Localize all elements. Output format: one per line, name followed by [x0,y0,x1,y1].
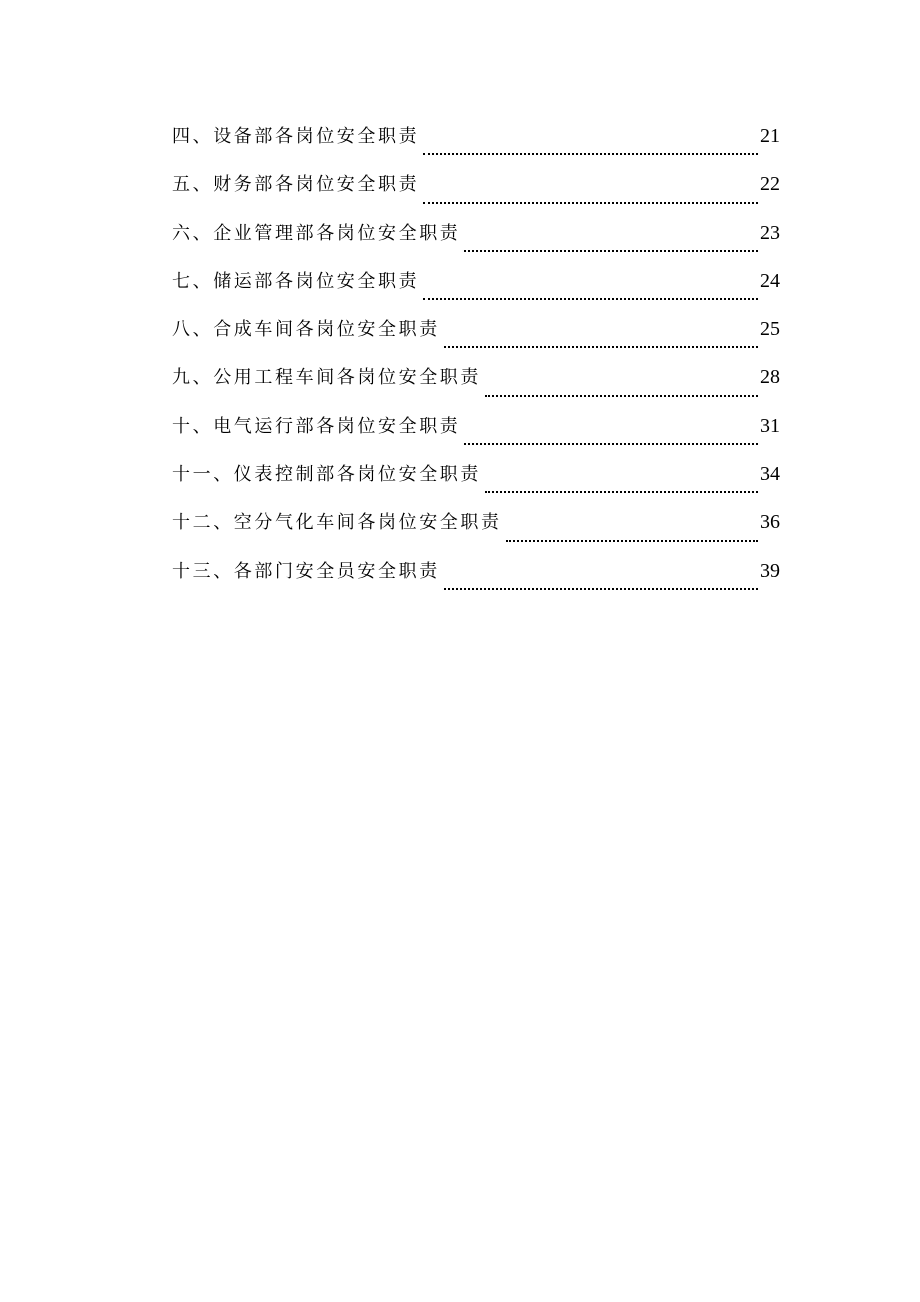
toc-dot-leader [464,443,758,445]
toc-entry[interactable] [172,458,780,506]
toc-entry-page-number: 34 [760,463,780,486]
toc-dot-leader [485,491,758,493]
toc-entry-page-number: 22 [760,173,780,196]
toc-entry-page-number: 39 [760,559,780,582]
toc-entry-title: 十、电气运行部各岗位安全职责 [172,415,461,437]
toc-dot-leader [444,346,758,348]
toc-entry[interactable] [172,506,780,554]
toc-entry[interactable] [172,265,780,313]
toc-entry-page-number: 21 [760,125,780,147]
toc-entry-page-number: 25 [760,318,780,341]
toc-entry-page-number: 24 [760,269,780,292]
toc-entry-page-number: 31 [760,414,780,437]
toc-entry[interactable] [172,410,780,458]
toc-entry-title: 六、企业管理部各岗位安全职责 [172,222,461,244]
toc-dot-leader [506,540,758,542]
toc-entry[interactable] [172,313,780,361]
toc-entry-title: 四、设备部各岗位安全职责 [172,126,420,147]
toc-entry[interactable] [172,361,780,409]
toc-entry-page-number: 36 [760,511,780,534]
toc-entry-title: 十三、各部门安全员安全职责 [172,560,440,582]
toc-entry-page-number: 28 [760,366,780,389]
toc-entry[interactable] [172,120,780,168]
toc-entry-title: 八、合成车间各岗位安全职责 [172,319,440,341]
toc-entry-title: 七、储运部各岗位安全职责 [172,270,420,292]
toc-dot-leader [485,395,758,397]
toc-dot-leader [444,588,758,590]
toc-entry[interactable] [172,168,780,216]
toc-entry-title: 九、公用工程车间各岗位安全职责 [172,367,481,389]
toc-entry[interactable] [172,217,780,265]
table-of-contents [172,120,780,603]
toc-dot-leader [423,202,758,204]
toc-entry-title: 五、财务部各岗位安全职责 [172,174,420,196]
toc-entry[interactable] [172,555,780,603]
toc-entry-page-number: 23 [760,221,780,244]
toc-dot-leader [464,250,758,252]
toc-entry-title: 十二、空分气化车间各岗位安全职责 [172,512,502,534]
toc-dot-leader [423,298,758,300]
toc-entry-title: 十一、仪表控制部各岗位安全职责 [172,464,481,486]
toc-dot-leader [423,153,758,155]
